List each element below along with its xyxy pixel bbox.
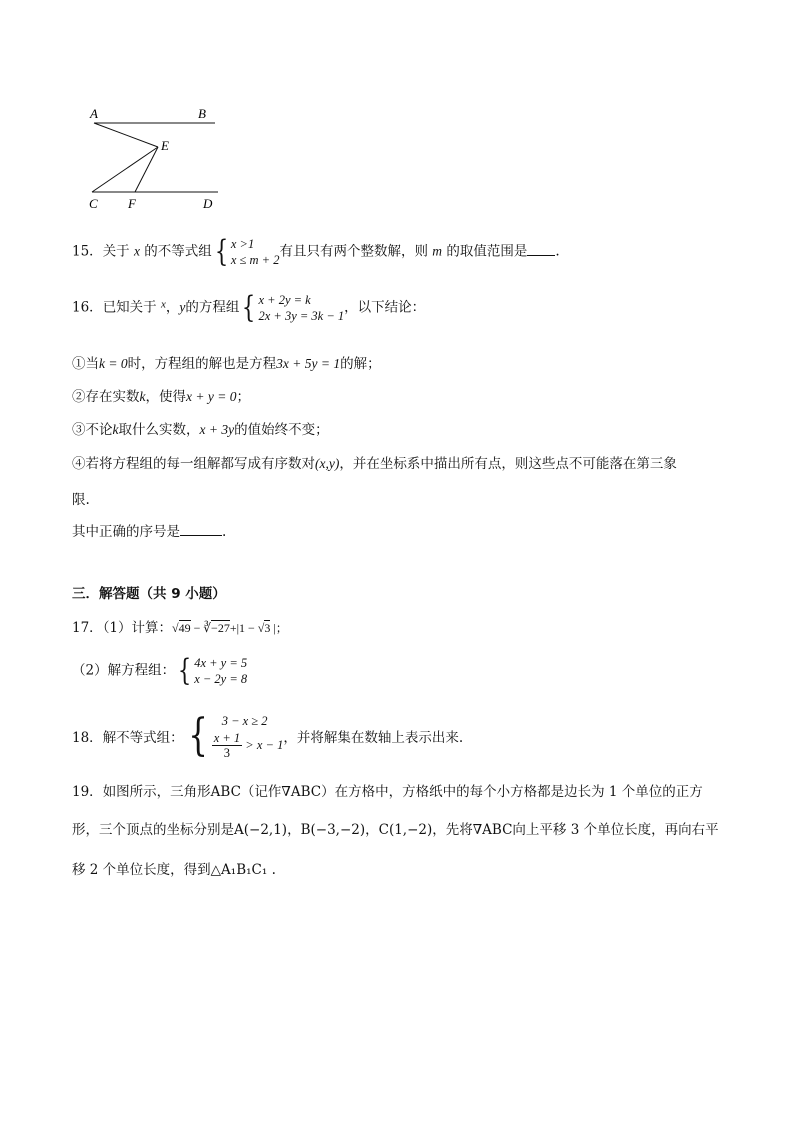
q15-number: 15． <box>72 243 103 260</box>
label-a: A <box>90 106 98 121</box>
answer-blank[interactable] <box>527 243 555 256</box>
q16-conclusion-4: ④若将方程组的每一组解都写成有序数对(x,y)，并在坐标系中描出所有点，则这些点不可能落在第三象 <box>72 456 677 472</box>
question-19-line-3: 移 2 个单位长度，得到△A₁B₁C₁ . <box>72 862 276 878</box>
line-ef <box>135 147 158 192</box>
section-heading: 三．解答题（共 9 小题） <box>72 586 226 602</box>
question-18: 18．解不等式组：{ 3 − x ≥ 2 $\frac{x + 1}{3} > x - 1$，并将解集在数轴上表示出来. <box>72 710 464 761</box>
question-17-part-2: （2）解方程组：{ 4x + y = 5 x − 2y = 8 <box>72 653 248 688</box>
label-f: F <box>128 196 136 211</box>
q15-system: { x >1 x ≤ m + 2 <box>214 234 280 269</box>
label-e: E <box>161 138 169 153</box>
geometry-figure <box>80 100 240 215</box>
label-c: C <box>89 196 98 211</box>
q16-answer-line: 其中正确的序号是 . <box>72 524 227 540</box>
q16-conclusion-3: ③不论k取什么实数，x + 3y的值始终不变； <box>72 422 329 438</box>
answer-blank[interactable] <box>180 523 222 536</box>
question-19-line-2: 形，三个顶点的坐标分别是A(−2,1)，B(−3,−2)，C(1,−2)，先将∇ABC向上平移 3 个单位长度，再向右平 <box>72 822 719 838</box>
question-16: 16．已知关于 $^x$，y的方程组{ x + 2y = k 2x + 3y = 3k − 1，以下结论： <box>72 290 426 325</box>
question-17-part-1: 17．（1）计算：√49 − ∛−27+|1 − √3 |； <box>72 620 288 636</box>
label-b: B <box>198 106 206 121</box>
question-15: 15．关于 x 的不等式组{ x >1 x ≤ m + 2有且只有两个整数解，则 m 的取值范围是 . <box>72 234 560 269</box>
label-d: D <box>203 196 213 211</box>
q16-conclusion-1: ①当k = 0时，方程组的解也是方程3x + 5y = 1的解； <box>72 356 381 372</box>
q16-conclusion-2: ②存在实数k，使得x + y = 0； <box>72 389 250 405</box>
q17-system: { 4x + y = 5 x − 2y = 8 <box>177 653 248 688</box>
q16-system: { x + 2y = k 2x + 3y = 3k − 1 <box>242 290 345 325</box>
line-ec <box>92 147 158 192</box>
q16-conclusion-4-cont: 限. <box>72 492 90 508</box>
line-ae <box>94 123 158 147</box>
q18-system: { 3 − x ≥ 2 $\frac{x + 1}{3} > x - 1$ <box>187 710 284 761</box>
question-19-line-1: 19．如图所示，三角形ABC（记作∇ABC）在方格中，方格纸中的每个小方格都是边长为 1 个单位的正方 <box>72 784 703 800</box>
